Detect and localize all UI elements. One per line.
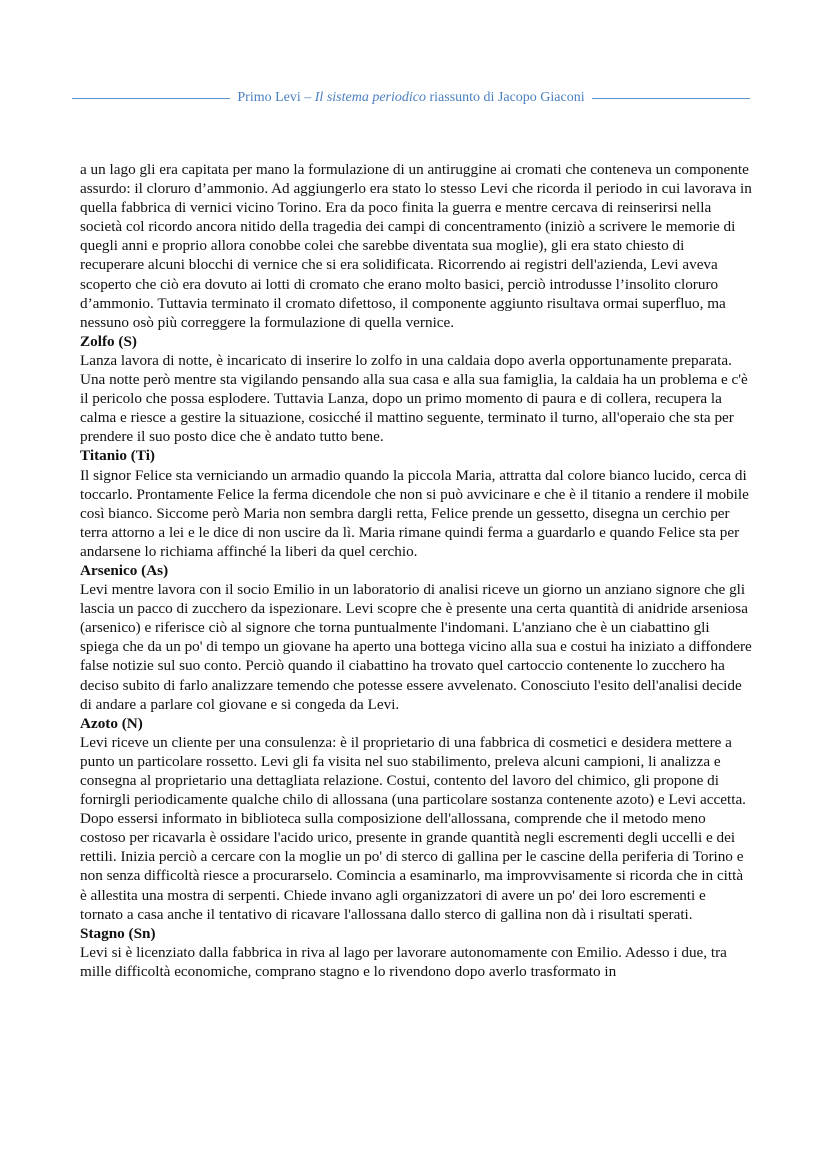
section-body-azoto: Levi riceve un cliente per una consulenza: è il proprietario di una fabbrica di cosmetici e desidera mettere a punto un particolare rossetto. Levi gli fa visita nel suo stabilimento, preleva alcuni campioni, li analizza e consegna al proprietario una dettagliata relazione. Costui, contento del lavoro del chimico, gli propone di fornirgli periodicamente qualche chilo di allossana (una particolare sostanza contenente azoto) e Levi accetta. Dopo essersi informato in biblioteca sulla composizione dell'allossana, comprende che il metodo meno costoso per ricavarla è ossidare l'acido urico, presente in grande quantità negli escrementi degli uccelli e dei rettili. Inizia perciò a cercare con la moglie un po' di sterco di gallina per le cascine della periferia di Torino e non senza difficoltà riesce a procurarselo. Comincia a esaminarlo, ma improvvisamente si ricorda che in città è allestita una mostra di serpenti. Chiede invano agli organizzatori di avere un po' dei loro escrementi e tornato a casa anche il tentativo di ricavare l'allossana dallo sterco di gallina non dà i risultati sperati. [80,733,746,923]
section-body-arsenico: Levi mentre lavora con il socio Emilio in un laboratorio di analisi riceve un giorno un anziano signore che gli lascia un pacco di zucchero da ispezionare. Levi scopre che è presente una certa quantità di anidride arseniosa (arsenico) e riferisce ciò al signore che torna puntualmente l'indomani. L'anziano che è un ciabattino gli spiega che da un po' di tempo un giovane ha aperto una bottega vicino alla sua e costui ha iniziato a diffondere false notizie sul suo conto. Perciò quando il ciabattino ha trovato quel cartoccio contenente lo zucchero ha deciso subito di farlo analizzare temendo che potesse essere avvelenato. Conosciuto l'esito dell'analisi decide di andare a parlare col giovane e si congeda da Levi. [80,581,752,713]
header-book-title: Il sistema periodico [314,90,426,105]
running-header [72,88,750,108]
section-heading-azoto: Azoto (N) [80,714,143,732]
header-title [230,90,591,106]
section-body-stagno: Levi si è licenziato dalla fabbrica in riva al lago per lavorare autonomamente con Emilio. Adesso i due, tra mille difficoltà economiche, comprano stagno e lo rivendono dopo averlo trasformato in [80,943,727,980]
header-suffix: riassunto di Jacopo Giaconi [425,90,585,105]
section-body-zolfo: Lanza lavora di notte, è incaricato di inserire lo zolfo in una caldaia dopo averla opportunamente preparata. Una notte però mentre sta vigilando pensando alla sua casa e alla sua famiglia, la caldaia ha un problema e c'è il pericolo che possa esplodere. Tuttavia Lanza, dopo un primo momento di paura e di collera, recupera la calma e riesce a gestire la situazione, cosicché il mattino seguente, terminato il turno, all'operaio che sta per prendere il suo posto dice che è andato tutto bene. [80,351,748,446]
section-heading-titanio: Titanio (Ti) [80,447,155,465]
section-heading-zolfo: Zolfo (S) [80,332,137,350]
section-heading-arsenico: Arsenico (As) [80,561,169,579]
intro-paragraph: a un lago gli era capitata per mano la formulazione di un antiruggine ai cromati che conteneva un componente assurdo: il cloruro d’ammonio. Ad aggiungerlo era stato lo stesso Levi che ricorda il periodo in cui lavorava in quella fabbrica di vernici vicino Torino. Era da poco finita la guerra e mentre cercava di reinserirsi nella società col ricordo ancora nitido della tragedia dei campi di concentramento (iniziò a scrivere le memorie di quegli anni e proprio allora conobbe colei che sarebbe diventata sua moglie), gli era stato chiesto di recuperare alcuni blocchi di vernice che si era solidificata. Ricorrendo ai registri dell'azienda, Levi aveva scoperto che ciò era dovuto ai lotti di cromato che erano molto basici, perciò introdusse l’insolito cloruro d’ammonio. Tuttavia terminato il cromato difettoso, il componente aggiunto risultava ormai superfluo, ma nessuno osò più correggere la formulazione di quella vernice. [80,161,752,331]
header-rule-left [72,98,230,99]
page-content [80,160,752,981]
header-rule-right [592,98,750,99]
header-author: Primo Levi – [237,90,315,105]
section-heading-stagno: Stagno (Sn) [80,924,156,942]
section-body-titanio: Il signor Felice sta verniciando un armadio quando la piccola Maria, attratta dal colore bianco lucido, cerca di toccarlo. Prontamente Felice la ferma dicendole che non si può avvicinare e che è il titanio a rendere il mobile così bianco. Siccome però Maria non sembra dargli retta, Felice prende un gessetto, disegna un cerchio per terra attorno a lei e le dice di non uscire da lì. Maria rimane quindi ferma a guardarlo e quando Felice sta per andarsene lo richiama affinché la liberi da quel cerchio. [80,466,749,560]
